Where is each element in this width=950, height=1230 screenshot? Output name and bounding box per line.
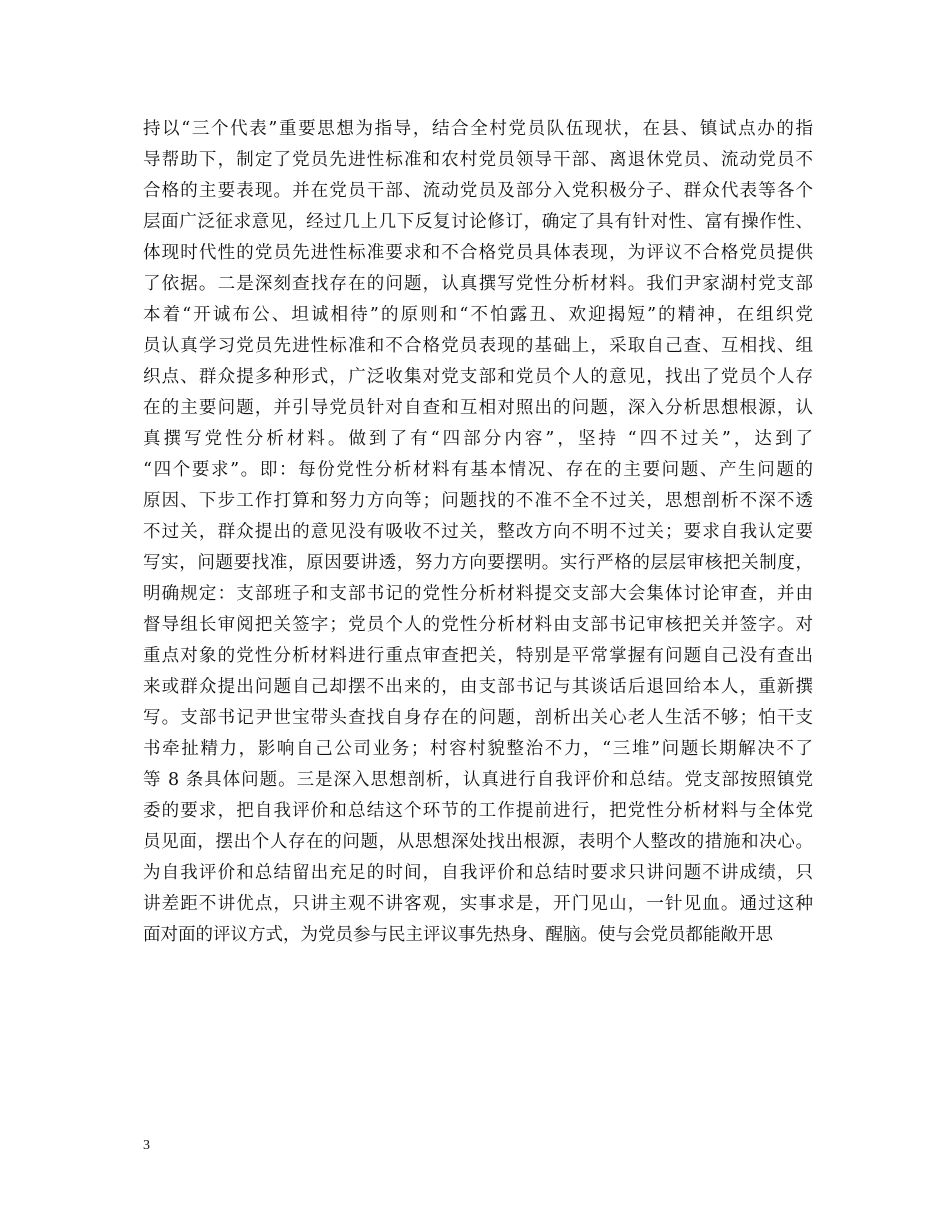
text-line: 本着“开诚布公、坦诚相待”的原则和“不怕露丑、欢迎揭短”的精神，在组织党 [143, 305, 813, 325]
text-line: 层面广泛征求意见，经过几上几下反复讨论修订，确定了具有针对性、富有操作性、 [143, 212, 813, 232]
text-line: 督导组长审阅把关签字；党员个人的党性分析材料由支部书记审核把关并签字。对 [143, 615, 813, 635]
text-line: 真撰写党性分析材料。做到了有“四部分内容”，坚持 “四不过关”，达到了 [143, 429, 813, 449]
text-line: 写。支部书记尹世宝带头查找自身存在的问题，剖析出关心老人生活不够；怕干支 [143, 708, 813, 728]
text-line: 在的主要问题，并引导党员针对自查和互相对照出的问题，深入分析思想根源，认 [143, 398, 813, 418]
text-line: 讲差距不讲优点，只讲主观不讲客观，实事求是，开门见山，一针见血。通过这种 [143, 894, 813, 914]
page-number: 3 [143, 1138, 150, 1153]
text-line: 委的要求，把自我评价和总结这个环节的工作提前进行，把党性分析材料与全体党 [143, 801, 813, 821]
text-line: 持以“三个代表”重要思想为指导，结合全村党员队伍现状，在县、镇试点办的指 [143, 119, 813, 139]
body-text [143, 114, 813, 951]
text-line: 员认真学习党员先进性标准和不合格党员表现的基础上，采取自己查、互相找、组 [143, 336, 813, 356]
text-line: 面对面的评议方式，为党员参与民主评议事先热身、醒脑。使与会党员都能敞开思 [143, 925, 773, 945]
text-line: 原因、下步工作打算和努力方向等；问题找的不准不全不过关，思想剖析不深不透 [143, 491, 813, 511]
text-line: 写实，问题要找准，原因要讲透，努力方向要摆明。实行严格的层层审核把关制度， [143, 553, 813, 573]
text-line: 明确规定：支部班子和支部书记的党性分析材料提交支部大会集体讨论审查，并由 [143, 584, 813, 604]
text-line: 书牵扯精力，影响自己公司业务；村容村貌整治不力，“三堆”问题长期解决不了 [143, 739, 813, 759]
text-line: 重点对象的党性分析材料进行重点审查把关，特别是平常掌握有问题自己没有查出 [143, 646, 813, 666]
text-line: 导帮助下，制定了党员先进性标准和农村党员领导干部、离退休党员、流动党员不 [143, 150, 813, 170]
text-line: 来或群众提出问题自己却摆不出来的，由支部书记与其谈话后退回给本人，重新撰 [143, 677, 813, 697]
text-line: “四个要求”。即：每份党性分析材料有基本情况、存在的主要问题、产生问题的 [143, 460, 813, 480]
text-line: 合格的主要表现。并在党员干部、流动党员及部分入党积极分子、群众代表等各个 [143, 181, 813, 201]
text-line: 体现时代性的党员先进性标准要求和不合格党员具体表现，为评议不合格党员提供 [143, 243, 813, 263]
text-line: 不过关，群众提出的意见没有吸收不过关，整改方向不明不过关；要求自我认定要 [143, 522, 813, 542]
text-line: 员见面，摆出个人存在的问题，从思想深处找出根源，表明个人整改的措施和决心。 [143, 832, 813, 852]
text-line: 等 8 条具体问题。三是深入思想剖析，认真进行自我评价和总结。党支部按照镇党 [143, 770, 813, 790]
text-line: 了依据。二是深刻查找存在的问题，认真撰写党性分析材料。我们尹家湖村党支部 [143, 274, 813, 294]
text-line: 织点、群众提多种形式，广泛收集对党支部和党员个人的意见，找出了党员个人存 [143, 367, 813, 387]
text-line: 为自我评价和总结留出充足的时间，自我评价和总结时要求只讲问题不讲成绩，只 [143, 863, 813, 883]
